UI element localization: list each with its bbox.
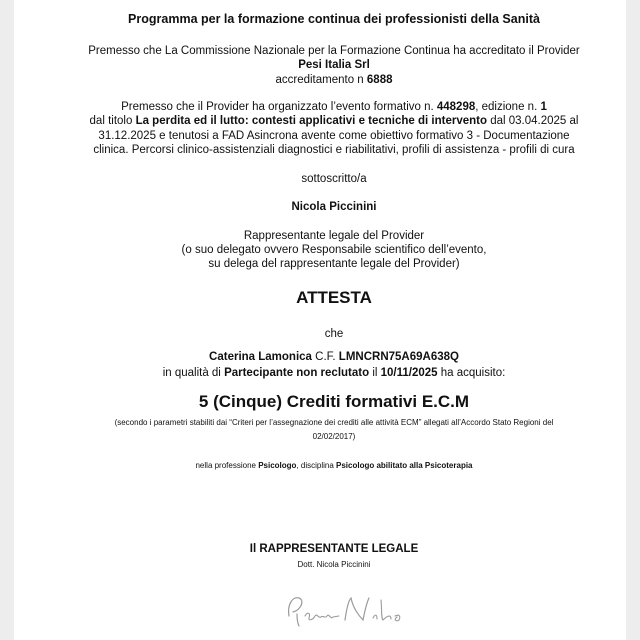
completion-date: 10/11/2025 (380, 367, 438, 379)
participant-line (28, 350, 640, 364)
legal-representative-title: Il RAPPRESENTANTE LEGALE (249, 543, 419, 555)
credits-heading: 5 (Cinque) Crediti formativi E.C.M (198, 392, 470, 411)
sottoscritto-label: sottoscritto/a (301, 173, 367, 185)
event-dates-start: dal 03.04.2025 al (487, 115, 579, 127)
params-line-2: 02/02/2017) (312, 432, 356, 441)
certificate-page (28, 0, 640, 640)
signer-name: Nicola Piccinini (291, 201, 377, 213)
certificate-title: Programma per la formazione continua dei professionisti della Sanità (128, 12, 540, 26)
handwritten-signature (283, 586, 413, 632)
cf-label: C.F. (311, 351, 339, 363)
legal-representative-name: Dott. Nicola Piccinini (297, 560, 371, 569)
accreditation-prefix: accreditamento n (275, 74, 367, 86)
quality-prefix: in qualità di (162, 367, 225, 379)
event-prefix: Premesso che il Provider ha organizzato l’evento formativo n. (121, 101, 437, 113)
participant-name: Caterina Lamonica (209, 351, 312, 363)
profession-line (28, 460, 640, 471)
date-prefix: il (369, 367, 381, 379)
event-title-prefix: dal titolo (89, 115, 136, 127)
che-label: che (324, 328, 344, 340)
event-line-4: clinica. Percorsi clinico-assistenziali diagnostici e riabilitativi, profili di assistenza - profili di cura (93, 144, 575, 156)
participant-quality: Partecipante non reclutato (224, 367, 370, 379)
premessa-commission-line: Premesso che La Commissione Nazionale per la Formazione Continua ha accreditato il Provider (88, 45, 580, 57)
role-line-2: (o suo delegato ovvero Responsabile scientifico dell’evento, (181, 244, 487, 256)
participant-cf: LMNCRN75A69A638Q (338, 351, 459, 363)
attesta-heading: ATTESTA (296, 288, 372, 307)
profession-prefix: nella professione (195, 461, 259, 470)
accreditation-number: 6888 (366, 74, 393, 86)
discipline-name: Psicologo abilitato alla Psicoterapia (336, 461, 473, 470)
provider-name: Pesi Italia Srl (298, 59, 370, 71)
edition-prefix: , edizione n. (475, 101, 541, 113)
event-line-3: 31.12.2025 e tenutosi a FAD Asincrona avente come obiettivo formativo 3 - Documentazione (98, 130, 570, 142)
edition-number: 1 (540, 101, 547, 113)
signature-text: Piccinini (283, 586, 287, 587)
event-number: 448298 (436, 101, 476, 113)
profession-name: Psicologo (258, 461, 297, 470)
event-line-1 (28, 100, 640, 114)
event-title: La perdita ed il lutto: contesti applicativi e tecniche di intervento (135, 115, 488, 127)
role-line-3: su delega del rappresentante legale del Provider) (208, 258, 460, 270)
acquired-suffix: ha acquisito: (437, 367, 506, 379)
discipline-prefix: , disciplina (296, 461, 337, 470)
quality-line (28, 366, 640, 380)
params-line-1: (secondo i parametri stabiliti dai “Criteri per l’assegnazione dei crediti alle attività ECM” allegati all’Accordo Stato Regioni del (114, 418, 554, 427)
accreditation-line (28, 73, 640, 87)
role-line-1: Rappresentante legale del Provider (243, 230, 425, 242)
event-line-2 (28, 114, 640, 128)
